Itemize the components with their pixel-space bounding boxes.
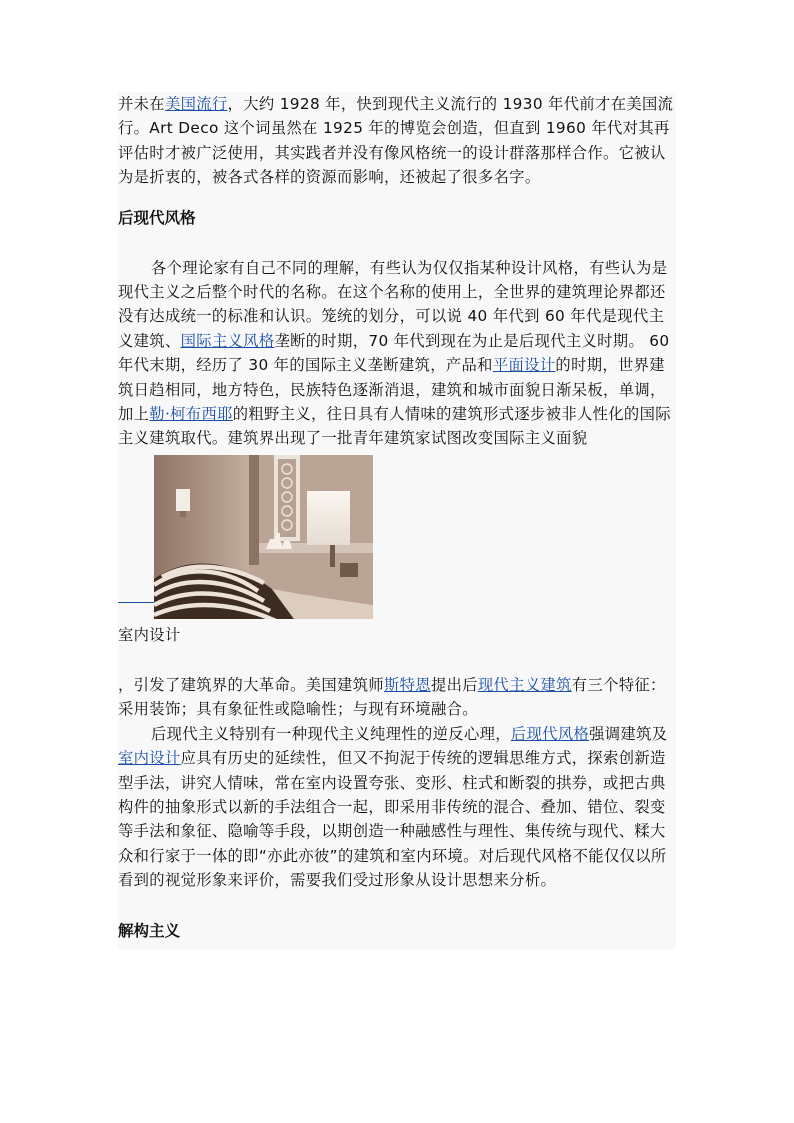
text-run: 应具有历史的延续性，但又不拘泥于传统的逻辑思维方式，探索创新造型手法，讲究人情味，常在室内设置夸张、变形、柱式和断裂的拱券，或把古典构件的抽象形式以新的手法组合一起，即采用非传统的混合、叠加、错位、裂变等手法和象征、隐喻等手段，以期创造一种融感性与理性、集传统与现代、糅大众和行家于一体的即“亦此亦彼”的建筑和室内环境。对后现代风格不能仅仅以所看到的视觉形象来评价，需要我们受过形象从设计思想来分析。 bbox=[118, 749, 667, 890]
link-postmodern-style[interactable]: 后现代风格 bbox=[510, 724, 590, 743]
text-run: 后现代主义特别有一种现代主义纯理性的逆反心理， bbox=[151, 724, 511, 743]
heading-deconstruction: 解构主义 bbox=[118, 921, 181, 940]
link-le-corbusier[interactable]: 勒·柯布西耶 bbox=[149, 405, 233, 424]
link-postmodern-architecture[interactable]: 现代主义建筑 bbox=[477, 675, 572, 694]
paragraph-artdeco bbox=[118, 92, 676, 190]
interior-design-photo[interactable] bbox=[154, 455, 373, 619]
image-caption: 室内设计 bbox=[118, 625, 181, 644]
text-run: ，大约 1928 年，快到现代主义流行的 1930 年代前才在美国流行。Art Deco 这个词虽然在 1925 年的博览会创造，但直到 1960 年代对其再评估时才被广泛使用，其实践者并没有像风格统一的设计群落那样合作。它被认为是折衷的，被各式各样的资源而影响，还被起了很多名字。 bbox=[118, 95, 674, 187]
text-run: 并未在 bbox=[118, 95, 165, 113]
image-link-underline bbox=[118, 602, 154, 603]
link-interior-design[interactable]: 室内设计 bbox=[118, 749, 181, 768]
document-body bbox=[118, 92, 676, 949]
link-international-style[interactable]: 国际主义风格 bbox=[180, 331, 275, 350]
text-run: 的粗野主义，往日具有人情味的建筑形式逐步被非人性化的国际主义建筑取代。建筑界出现了一批青年建筑家试图改变国际主义面貌 bbox=[118, 405, 671, 448]
paragraph-postmodern-style bbox=[118, 722, 676, 893]
link-graphic-design[interactable]: 平面设计 bbox=[492, 356, 556, 375]
paragraph-stern bbox=[118, 673, 676, 722]
heading-postmodern: 后现代风格 bbox=[118, 208, 196, 227]
text-run: 有三个特征：采用装饰；具有象征性或隐喻性；与现有环境融合。 bbox=[118, 675, 666, 719]
text-run: 强调建筑及 bbox=[589, 724, 668, 743]
text-run: 的时期，世界建筑日趋相同，地方特色，民族特色逐渐消退，建筑和城市面貌日渐呆板，单调，加上 bbox=[118, 356, 666, 424]
figure bbox=[118, 451, 676, 623]
text-run: 提出后 bbox=[430, 675, 478, 694]
link-stern[interactable]: 斯特恩 bbox=[384, 675, 431, 694]
text-run: ，引发了建筑界的大革命。美国建筑师 bbox=[118, 675, 384, 694]
text-run: 垄断的时期，70 年代到现在为止是后现代主义时期。 60 年代末期，经历了 30 年的国际主义垄断建筑，产品和 bbox=[118, 331, 670, 375]
link-us-popular[interactable]: 美国流行 bbox=[164, 95, 228, 113]
paragraph-postmodern-intro bbox=[118, 256, 676, 451]
text-run: 各个理论家有自己不同的理解，有些认为仅仅指某种设计风格，有些认为是现代主义之后整个时代的名称。在这个名称的使用上，全世界的建筑理论界都还没有达成统一的标准和认识。笼统的划分，可以说 40 年代到 60 年代是现代主义建筑、 bbox=[118, 258, 668, 350]
